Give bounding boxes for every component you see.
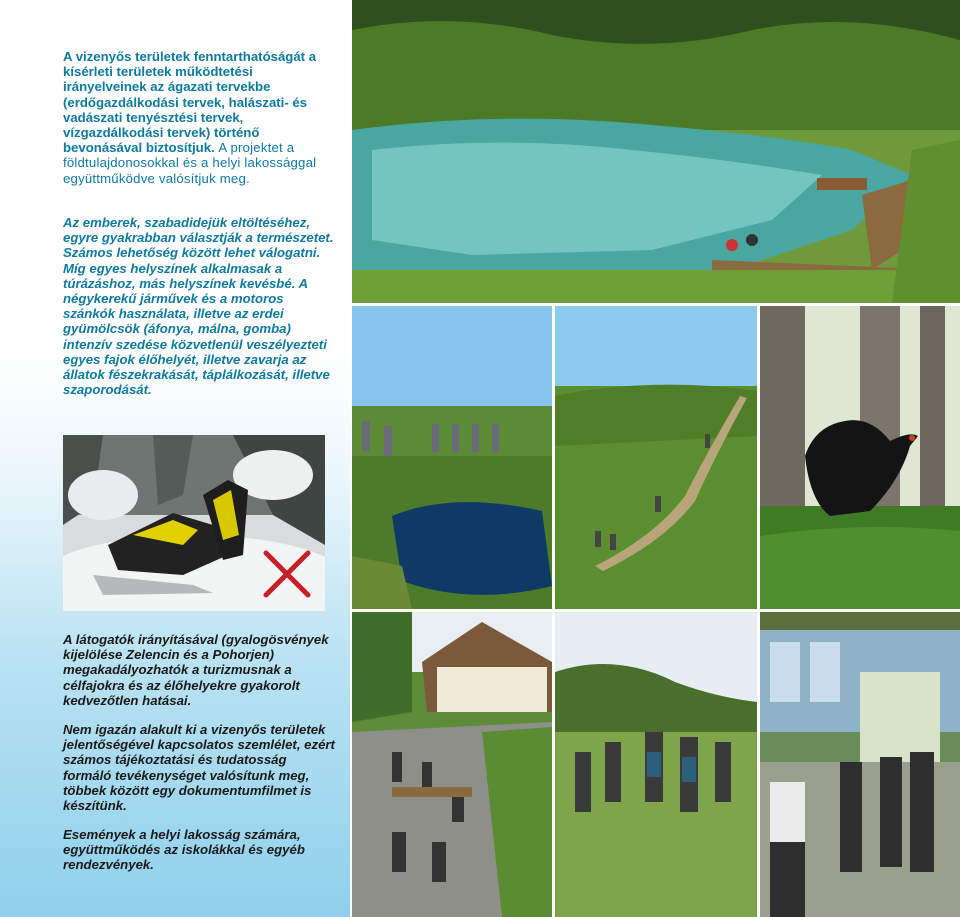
lower-text-2: Nem igazán alakult ki a vizenyős területek jelentőségével kapcsolatos szemlélet, ezért számos tájékoztatási és tudatosság formáló tevékenységet valósítunk meg, többek között egy dokumentumfilmet is készítünk. bbox=[63, 722, 335, 814]
group-hike-photo bbox=[555, 612, 757, 917]
intro-bold-text: A vizenyős területek fenntarthatóságát a kísérleti területek működtetési irányelveinek az ágazati tervekbe (erdőgazdálkodási tervek, halászati- és vadászati tenyésztési tervek, vízgazdálkodási tervek) történő bevonásával biztosítjuk. bbox=[63, 49, 317, 156]
capercaillie-photo bbox=[760, 306, 960, 609]
info-house-photo bbox=[352, 612, 552, 917]
pond-boardwalk-photo bbox=[352, 0, 960, 303]
cross-mark-icon bbox=[262, 549, 312, 599]
intro-regular-text: A projektet a földtulajdonosokkal és a helyi lakossággal együttműködve valósítjuk meg. bbox=[63, 140, 317, 186]
intro-paragraph-1 bbox=[63, 49, 335, 186]
lower-paragraph-1 bbox=[63, 632, 335, 708]
lower-paragraph-2 bbox=[63, 722, 335, 813]
intro-paragraph-2: Az emberek, szabadidejük eltöltéséhez, egyre gyakrabban választják a természetet. Számos lehetőség között lehet válogatni. Míg egyes helyszínek alkalmasak a túrázáshoz, más helyszínek kevésbé. A négykerekű járművek és a motoros szánkók használata, illetve az erdei gyümölcsök (áfonya, málna, gomba) intenzív szedése közvetlenül veszélyezteti egyes fajok élőhelyét, illetve zavarja az állatok fészekrakását, táplálkozását, illetve szaporodását. bbox=[63, 215, 334, 398]
exhibition-photo bbox=[760, 612, 960, 917]
trail-photo bbox=[555, 306, 757, 609]
hikers-lake-photo bbox=[352, 306, 552, 609]
lower-paragraph-3 bbox=[63, 827, 335, 873]
lower-text-1: A látogatók irányításával (gyalogösvények kijelölése Zelencin és a Pohorjen) megakadályozhatók a turizmusnak a célfajokra és az élőhelyekre gyakorolt kedvezőtlen hatásai. bbox=[63, 632, 329, 708]
lower-text-3: Események a helyi lakosság számára, együttműködés az iskolákkal és egyéb rendezvények. bbox=[63, 827, 305, 873]
